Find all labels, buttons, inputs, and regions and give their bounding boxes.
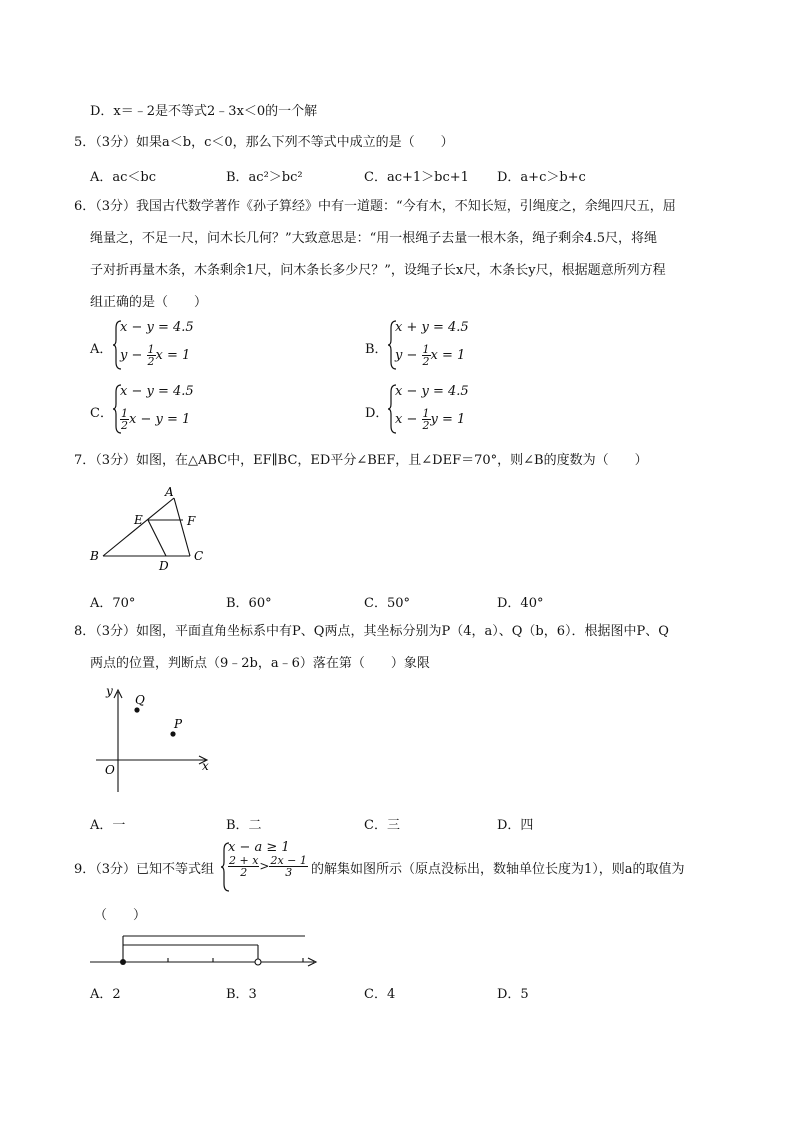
- label-q: Q: [135, 693, 145, 707]
- label-c: C: [194, 549, 204, 563]
- q9-option-d: D．5: [497, 987, 529, 1002]
- q5-option-b: B．ac²＞bc²: [226, 170, 303, 185]
- q8-option-a: A．一: [90, 818, 126, 833]
- q9-option-b: B．3: [226, 987, 257, 1002]
- option-label: B．: [365, 342, 388, 357]
- q7-option-c: C．50°: [364, 596, 410, 611]
- label-x: x: [202, 759, 209, 773]
- q9-stem-line2: （ ）: [94, 908, 147, 923]
- q7-option-b: B．60°: [226, 596, 272, 611]
- option-label: C．: [90, 406, 113, 421]
- equation-1: x − y = 4.5: [395, 384, 469, 399]
- point-q: [134, 707, 139, 712]
- point-p: [170, 731, 175, 736]
- q5-stem: 5．（3分）如果a＜b，c＜0，那么下列不等式中成立的是（ ）: [74, 135, 454, 150]
- label-y: y: [106, 684, 113, 698]
- q8-coordinate-figure: [96, 682, 226, 797]
- option-label: D．: [365, 406, 389, 421]
- q6-option-a: [90, 320, 340, 370]
- label-b: B: [90, 549, 99, 563]
- label-e: E: [134, 513, 143, 527]
- q7-option-d: D．40°: [497, 596, 544, 611]
- q6-option-b: [365, 320, 615, 370]
- equation-1: x + y = 4.5: [395, 320, 469, 335]
- q7-option-a: A．70°: [90, 596, 136, 611]
- label-f: F: [187, 514, 196, 528]
- equation-1: x − y = 4.5: [120, 320, 194, 335]
- option-label: A．: [90, 342, 113, 357]
- q9-option-a: A．2: [90, 987, 121, 1002]
- equation-1: x − y = 4.5: [120, 384, 194, 399]
- q8-option-d: D．四: [497, 818, 534, 833]
- q4-option-d: D．x＝﹣2是不等式2﹣3x＜0的一个解: [90, 104, 318, 119]
- equation-2: y − $\frac{1}{2}$ x = 1: [395, 343, 466, 368]
- q9-number-line-figure: [86, 928, 326, 972]
- equation-2: $\frac{1}{2}$ x − y = 1: [121, 407, 191, 432]
- q5-option-a: A．ac＜bc: [90, 170, 157, 185]
- label-d: D: [159, 559, 169, 573]
- q8-stem-line2: 两点的位置，判断点（9﹣2b，a﹣6）落在第（ ）象限: [90, 656, 430, 671]
- label-p: P: [174, 717, 183, 731]
- q6-stem-line4: 组正确的是（ ）: [90, 295, 208, 310]
- q6-option-d: [365, 384, 615, 434]
- q6-stem-line1: 6．（3分）我国古代数学著作《孙子算经》中有一道题：“今有木，不知长短，引绳度之，余绳四尺五，屈: [74, 199, 676, 214]
- q7-triangle-figure: [86, 482, 216, 574]
- q8-option-c: C．三: [364, 818, 400, 833]
- label-o: O: [105, 763, 115, 777]
- segment-ba: [103, 498, 174, 556]
- closed-endpoint: [120, 959, 126, 965]
- label-a: A: [165, 485, 174, 499]
- q9-option-c: C．4: [364, 987, 396, 1002]
- q5-option-d: D．a+c＞b+c: [497, 170, 586, 185]
- equation-2: y − $\frac{1}{2}$ x = 1: [120, 343, 191, 368]
- q8-stem-line1: 8．（3分）如图，平面直角坐标系中有P、Q两点，其坐标分别为P（4，a）、Q（b，6）．根据图中P、Q: [74, 624, 669, 639]
- q6-option-c: [90, 384, 340, 434]
- q8-option-b: B．二: [226, 818, 262, 833]
- q5-option-c: C．ac+1＞bc+1: [364, 170, 469, 185]
- q6-stem-line3: 子对折再量木条，木条剩余1尺，问木条长多少尺？”，设绳子长x尺，木条长y尺，根据题意所列方程: [90, 263, 666, 278]
- q6-stem-line2: 绳量之，不足一尺，问木长几何？”大致意思是：“用一根绳子去量一根木条，绳子剩余4.5尺，将绳: [90, 231, 657, 246]
- q9-stem-post: 的解集如图所示（原点没标出，数轴单位长度为1），则a的取值为: [311, 862, 685, 877]
- segment-ed: [148, 520, 166, 556]
- q9-system-eq2: $\frac{2 + x}{2}$ > $\frac{2x - 1}{3}$: [229, 854, 307, 879]
- q9-system-eq1: x − a ≥ 1: [228, 840, 290, 855]
- equation-2: x − $\frac{1}{2}$ y = 1: [395, 407, 466, 432]
- q9-stem-pre: 9．（3分）已知不等式组: [74, 862, 215, 877]
- open-endpoint: [255, 959, 261, 965]
- q7-stem: 7．（3分）如图，在△ABC中，EF∥BC，ED平分∠BEF，且∠DEF＝70°，则∠B的度数为（ ）: [74, 453, 648, 468]
